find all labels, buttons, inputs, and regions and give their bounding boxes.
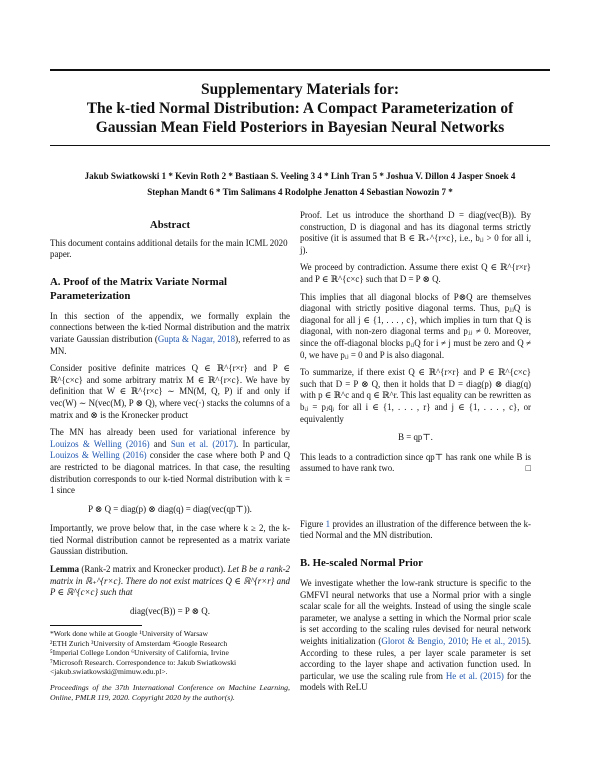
- bottom-rule: [50, 145, 550, 146]
- footnote-line-2: ²ETH Zurich ³University of Amsterdam ⁴Google Research: [50, 638, 228, 648]
- citation-link[interactable]: Louizos & Welling (2016): [50, 438, 150, 449]
- lemma-label: Lemma: [50, 564, 80, 575]
- section-a-paragraph-1: [50, 311, 290, 357]
- author-list-line-1: Jakub Swiatkowski 1 * Kevin Roth 2 * Bastiaan S. Veeling 3 4 * Linh Tran 5 * Joshua V. Dillon 4 Jasper Snoek 4: [84, 171, 516, 181]
- figure-reference-paragraph: [300, 519, 531, 542]
- footnote-line-1: *Work done while at Google ¹University of Warsaw: [50, 629, 209, 639]
- text-run: . In particular,: [236, 438, 290, 449]
- citation-link[interactable]: He et al. (2015): [445, 670, 504, 681]
- citation-link[interactable]: Gupta & Nagar, 2018: [157, 333, 236, 344]
- section-a-heading: A. Proof of the Matrix Variate Normal Parameterization: [50, 275, 228, 302]
- section-a-paragraph-3: [50, 427, 290, 497]
- citation-link[interactable]: Louizos & Welling (2016): [50, 450, 147, 461]
- equation-rank-one: B = qp⊤.: [398, 432, 433, 443]
- left-column: [50, 210, 290, 703]
- equation-lemma: diag(vec(B)) = P ⊗ Q.: [130, 605, 210, 616]
- proceedings-note: Proceedings of the 37th International Conference on Machine Learning, Online, PMLR 119, 2020. Copyright 2020 by the author(s).: [50, 682, 290, 702]
- paper-title-line-1: Supplementary Materials for:: [200, 81, 400, 98]
- footnote-email: <jakub.swiatkowski@mimuw.edu.pl>.: [50, 667, 168, 677]
- proof-paragraph-2: We proceed by contradiction. Assume there exist Q ∈ ℝ^{r×r} and P ∈ ℝ^{c×c} such that D = P ⊗ Q.: [300, 262, 531, 284]
- abstract-heading: Abstract: [149, 219, 191, 231]
- right-column: [300, 210, 531, 700]
- section-a-paragraph-2: Consider positive definite matrices Q ∈ ℝ^{r×r} and P ∈ ℝ^{c×c} and some arbitrary matrix M ∈ ℝ^{r×c}. We have by definition that W ∈ ℝ^{r×c} ∼ MN(M, Q, P) if and only if vec(W) ∼ N(vec(M), P ⊗ Q), where vec(·) stacks the columns of a matrix and ⊗ is the Kronecker product: [50, 363, 290, 420]
- section-a-paragraph-4: Importantly, we prove below that, in the case where k ≥ 2, the k-tied Normal distribution cannot be represented as a matrix variate Gaussian distribution.: [50, 523, 290, 557]
- footnote-line-4: ⁷Microsoft Research. Correspondence to: Jakub Swiatkowski: [50, 657, 237, 667]
- section-b-paragraph: [300, 578, 531, 694]
- figure-link[interactable]: 1: [325, 518, 331, 529]
- proof-paragraph-3: This implies that all diagonal blocks of P⊗Q are themselves diagonal with strictly positive diagonal terms. Thus, pⱼⱼQ is diagonal for all j ∈ {1, . . . , c}, which implies in turn that Q is diagonal, with non-zero diagonal terms and pⱼⱼ ≠ 0. Moreover, since the off-diagonal blocks pᵢⱼQ for i ≠ j must be zero and Q ≠ 0, we have pᵢⱼ = 0 and P is also diagonal.: [300, 291, 531, 360]
- citation-link[interactable]: Sun et al. (2017): [170, 438, 237, 449]
- qed-symbol: □: [525, 463, 531, 474]
- text-run: We investigate whether the low-rank structure is specific to the GMFVI neural networks that use a Normal prior with a single scalar scale for all the weights. Instead of using the single scale parameter, we analyse a setting in which the Normal prior scale is set according to the scaling rules devised for neural network weights initialization (: [300, 578, 531, 647]
- proof-paragraph-5: [300, 452, 531, 475]
- abstract-text: This document contains additional details for the main ICML 2020 paper.: [50, 237, 288, 260]
- section-b-heading: B. He-scaled Normal Prior: [300, 557, 423, 570]
- author-list-line-2: Stephan Mandt 6 * Tim Salimans 4 Rodolphe Jenatton 4 Sebastian Nowozin 7 *: [147, 187, 453, 197]
- paper-title-line-3: Gaussian Mean Field Posteriors in Bayesian Neural Networks: [95, 119, 505, 136]
- text-run: This leads to a contradiction since qp⊤ has rank one while B is assumed to have rank two.: [300, 451, 531, 474]
- text-run: and: [149, 438, 171, 449]
- equation-kronecker-diag: P ⊗ Q = diag(p) ⊗ diag(q) = diag(vec(qp⊤)).: [88, 503, 252, 514]
- text-run: The MN has already been used for variational inference by: [50, 427, 290, 438]
- lemma-name: (Rank-2 matrix and Kronecker product).: [81, 564, 226, 575]
- text-run: Figure: [300, 518, 326, 529]
- lemma: [50, 564, 290, 599]
- footnote-line-3: ⁵Imperial College London ⁶University of California, Irvine: [50, 648, 229, 658]
- text-run: provides an illustration of the difference between the k-tied Normal and the MN distribution.: [300, 518, 531, 541]
- proof-paragraph-4: To summarize, if there exist Q ∈ ℝ^{r×r} and P ∈ ℝ^{c×c} such that D = P ⊗ Q, then it holds that D = diag(p) ⊗ diag(q) with p ∈ ℝ^c and q ∈ ℝ^r. This last equality can be rewritten as bᵢⱼ = pⱼqᵢ for all i ∈ {1, . . . , r} and j ∈ {1, . . . , c}, or equivalently: [300, 367, 531, 424]
- citation-link[interactable]: Glorot & Bengio, 2010: [381, 636, 467, 647]
- text-run: consider the case where both P and Q are restricted to be diagonal matrices. In that case, the resulting distribution corresponds to our k-tied Normal distribution with k = 1 since: [50, 450, 291, 496]
- lemma-statement: Let B be a rank-2 matrix in ℝ₊^{r×c}. There do not exist matrices Q ∈ ℝ^{r×r} and P ∈ ℝ^{c×c} such that: [50, 564, 290, 598]
- top-rule: [50, 69, 550, 71]
- text-run: In this section of the appendix, we formally explain the connections between the k-tied Normal distribution and the matrix variate Gaussian distribution (: [50, 310, 290, 344]
- text-run: ). According to these rules, a per layer scale parameter is set according to the layer shape and activation function used. In particular, we use the scaling rule from: [300, 636, 531, 681]
- text-run: ), referred to as MN.: [50, 333, 290, 356]
- paper-title-line-2: The k-tied Normal Distribution: A Compact Parameterization of: [86, 100, 514, 117]
- proof-paragraph-1: Proof. Let us introduce the shorthand D = diag(vec(B)). By construction, D is diagonal and has its diagonal terms strictly positive (it is assumed that B ∈ ℝ₊^{r×c}, i.e., bᵢⱼ > 0 for all i, j).: [300, 210, 531, 255]
- citation-link[interactable]: He et al., 2015: [471, 636, 526, 647]
- text-run: ;: [466, 636, 472, 647]
- text-run: for the models with ReLU: [300, 670, 531, 693]
